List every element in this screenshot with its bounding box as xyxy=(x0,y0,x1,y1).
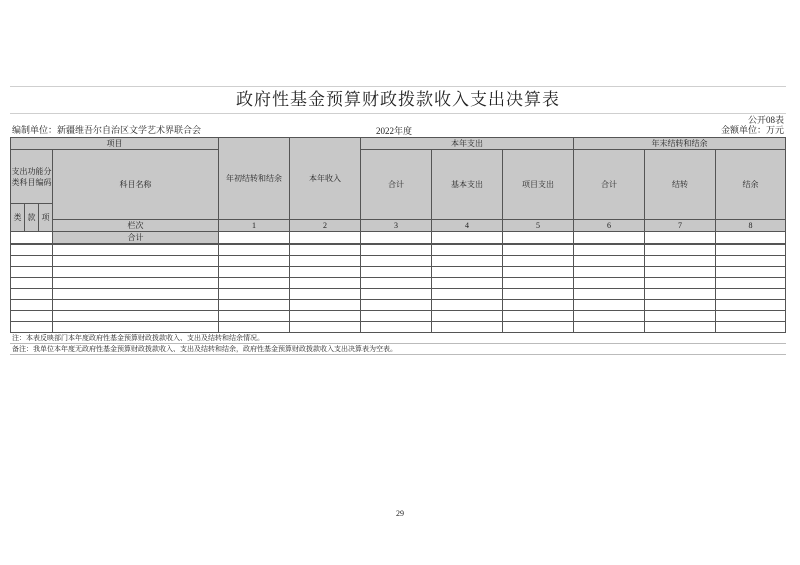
table-cell xyxy=(574,311,645,322)
table-cell xyxy=(432,245,503,256)
report-title: 政府性基金预算财政拨款收入支出决算表 xyxy=(10,86,786,114)
form-code: 公开08表 xyxy=(747,115,784,125)
table-row xyxy=(11,289,786,300)
header-total-expenditure: 合计 xyxy=(361,150,432,220)
column-number: 4 xyxy=(432,220,503,232)
table-row xyxy=(11,311,786,322)
table-cell xyxy=(503,256,574,267)
header-subject-name: 科目名称 xyxy=(53,150,219,220)
table-cell xyxy=(290,256,361,267)
table-cell xyxy=(574,289,645,300)
column-number: 8 xyxy=(716,220,786,232)
table-cell xyxy=(53,245,219,256)
column-number: 1 xyxy=(219,220,290,232)
table-cell xyxy=(219,245,290,256)
table-cell xyxy=(53,267,219,278)
table-cell xyxy=(574,256,645,267)
table-cell xyxy=(716,256,786,267)
header-total-balance: 合计 xyxy=(574,150,645,220)
table-cell xyxy=(53,300,219,311)
table-cell xyxy=(290,278,361,289)
table-row xyxy=(11,300,786,311)
table-cell xyxy=(361,267,432,278)
fiscal-year: 2022年度 xyxy=(376,126,413,136)
table-cell xyxy=(11,322,53,333)
money-unit: 金额单位：万元 xyxy=(720,126,784,136)
column-number: 6 xyxy=(574,220,645,232)
table-cell xyxy=(432,256,503,267)
table-cell xyxy=(503,322,574,333)
table-cell xyxy=(716,245,786,256)
table-cell xyxy=(290,289,361,300)
table-cell xyxy=(432,267,503,278)
table-cell xyxy=(53,311,219,322)
column-number-row xyxy=(11,220,786,232)
table-cell xyxy=(716,267,786,278)
table-row xyxy=(11,267,786,278)
table-cell xyxy=(290,300,361,311)
table-cell xyxy=(503,300,574,311)
table-cell xyxy=(716,278,786,289)
table-cell xyxy=(716,232,786,244)
page-number: 29 xyxy=(396,509,404,518)
table-cell xyxy=(219,311,290,322)
empty-rows-table xyxy=(10,244,786,333)
report-sheet xyxy=(10,86,786,355)
compiling-unit: 编制单位：新疆维吾尔自治区文学艺术界联合会 xyxy=(12,126,202,136)
table-cell xyxy=(53,322,219,333)
table-cell xyxy=(11,289,53,300)
table-cell xyxy=(11,256,53,267)
table-row xyxy=(11,256,786,267)
table-cell xyxy=(574,300,645,311)
total-code-cell xyxy=(11,232,53,244)
table-cell xyxy=(11,300,53,311)
table-cell xyxy=(645,300,716,311)
table-cell xyxy=(503,278,574,289)
table-cell xyxy=(361,289,432,300)
table-cell xyxy=(219,256,290,267)
header-income: 本年收入 xyxy=(290,138,361,220)
table-cell xyxy=(361,256,432,267)
table-cell xyxy=(716,300,786,311)
total-label: 合计 xyxy=(53,232,219,244)
header-basic-expenditure: 基本支出 xyxy=(432,150,503,220)
table-cell xyxy=(503,289,574,300)
table-cell xyxy=(53,278,219,289)
column-number: 2 xyxy=(290,220,361,232)
table-cell xyxy=(645,311,716,322)
table-cell xyxy=(503,311,574,322)
header-row-1 xyxy=(11,138,786,150)
column-number: 5 xyxy=(503,220,574,232)
table-cell xyxy=(574,267,645,278)
table-cell xyxy=(574,322,645,333)
table-cell xyxy=(503,232,574,244)
table-cell xyxy=(11,278,53,289)
header-year-end-balance: 年末结转和结余 xyxy=(574,138,786,150)
table-cell xyxy=(219,267,290,278)
table-cell xyxy=(432,232,503,244)
table-cell xyxy=(645,278,716,289)
table-cell xyxy=(574,278,645,289)
header-begin-balance: 年初结转和结余 xyxy=(219,138,290,220)
header-surplus: 结余 xyxy=(716,150,786,220)
table-cell xyxy=(219,289,290,300)
table-cell xyxy=(432,311,503,322)
column-number-label: 栏次 xyxy=(53,220,219,232)
table-cell xyxy=(645,289,716,300)
table-cell xyxy=(574,232,645,244)
table-cell xyxy=(361,245,432,256)
table-cell xyxy=(11,245,53,256)
table-row xyxy=(11,245,786,256)
table-cell xyxy=(645,256,716,267)
table-cell xyxy=(361,322,432,333)
header-xiang: 项 xyxy=(39,204,53,232)
form-code-row xyxy=(10,114,786,125)
column-number: 7 xyxy=(645,220,716,232)
table-cell xyxy=(290,245,361,256)
table-cell xyxy=(645,267,716,278)
table-cell xyxy=(645,232,716,244)
table-cell xyxy=(716,311,786,322)
table-cell xyxy=(716,322,786,333)
header-carryover: 结转 xyxy=(645,150,716,220)
table-cell xyxy=(645,245,716,256)
header-kuan: 款 xyxy=(25,204,39,232)
table-cell xyxy=(645,322,716,333)
table-cell xyxy=(219,278,290,289)
table-row xyxy=(11,322,786,333)
table-cell xyxy=(53,289,219,300)
header-lei: 类 xyxy=(11,204,25,232)
table-cell xyxy=(432,300,503,311)
table-cell xyxy=(290,311,361,322)
table-cell xyxy=(432,322,503,333)
meta-row xyxy=(10,125,786,137)
table-cell xyxy=(219,322,290,333)
table-cell xyxy=(219,232,290,244)
table-cell xyxy=(290,232,361,244)
header-project: 项目 xyxy=(11,138,219,150)
table-cell xyxy=(432,278,503,289)
table-cell xyxy=(11,267,53,278)
table-cell xyxy=(361,311,432,322)
header-current-expenditure: 本年支出 xyxy=(361,138,574,150)
column-number: 3 xyxy=(361,220,432,232)
header-project-expenditure: 项目支出 xyxy=(503,150,574,220)
table-cell xyxy=(361,232,432,244)
table-cell xyxy=(11,311,53,322)
table-cell xyxy=(574,245,645,256)
table-cell xyxy=(716,289,786,300)
table-cell xyxy=(361,278,432,289)
table-cell xyxy=(290,267,361,278)
table-cell xyxy=(432,289,503,300)
table-row xyxy=(11,278,786,289)
table-cell xyxy=(361,300,432,311)
table-remark: 备注：我单位本年度无政府性基金预算财政拨款收入、支出及结转和结余，政府性基金预算财政拨款收入支出决算表为空表。 xyxy=(10,344,786,355)
table-note: 注：本表反映部门本年度政府性基金预算财政拨款收入、支出及结转和结余情况。 xyxy=(10,333,786,344)
header-function-code: 支出功能分类科目编码 xyxy=(11,150,53,204)
table-cell xyxy=(53,256,219,267)
header-row-2 xyxy=(11,150,786,204)
table-cell xyxy=(219,300,290,311)
table-cell xyxy=(290,322,361,333)
table-cell xyxy=(503,245,574,256)
table-cell xyxy=(503,267,574,278)
total-row xyxy=(11,232,786,244)
budget-table xyxy=(10,137,786,244)
